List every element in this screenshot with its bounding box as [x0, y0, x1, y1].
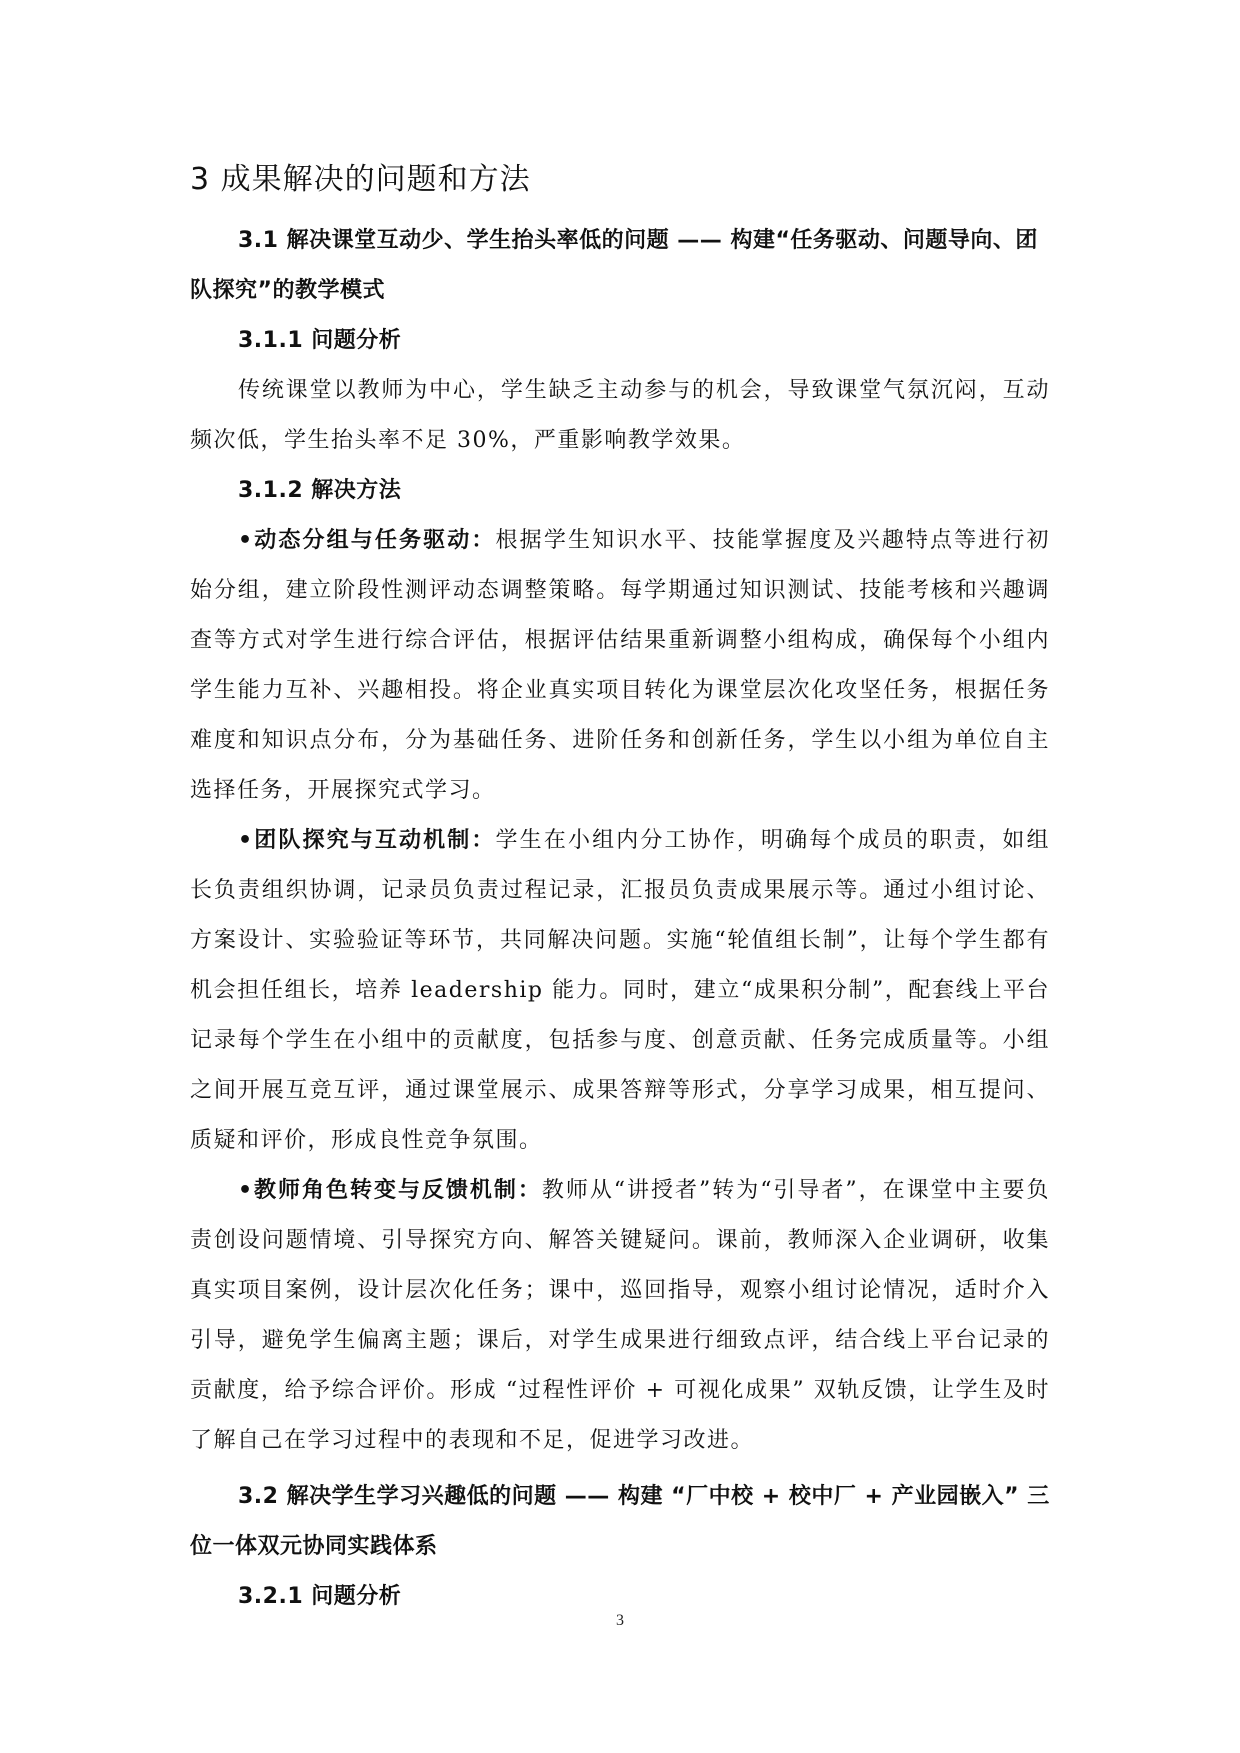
- bullet-lead-team-inquiry: •团队探究与互动机制：: [238, 828, 496, 853]
- paragraph-team-inquiry: [190, 816, 1050, 1166]
- bullet-lead-dynamic-grouping: •动态分组与任务驱动：: [238, 528, 496, 553]
- bullet-text-team-inquiry: 学生在小组内分工协作，明确每个成员的职责，如组长负责组织协调，记录员负责过程记录，汇报员负责成果展示等。通过小组讨论、方案设计、实验验证等环节，共同解决问题。实施“轮值组长制”，让每个学生都有机会担任组长，培养 leadership 能力。同时，建立“成果积分制”，配套线上平台记录每个学生在小组中的贡献度，包括参与度、创意贡献、任务完成质量等。小组之间开展互竞互评，通过课堂展示、成果答辩等形式，分享学习成果，相互提问、质疑和评价，形成良性竞争氛围。: [190, 828, 1050, 1153]
- bullet-text-teacher-role: 教师从“讲授者”转为“引导者”，在课堂中主要负责创设问题情境、引导探究方向、解答关键疑问。课前，教师深入企业调研，收集真实项目案例，设计层次化任务；课中，巡回指导，观察小组讨论情况，适时介入引导，避免学生偏离主题；课后，对学生成果进行细致点评，结合线上平台记录的贡献度，给予综合评价。形成 “过程性评价 + 可视化成果” 双轨反馈，让学生及时了解自己在学习过程中的表现和不足，促进学习改进。: [190, 1178, 1050, 1453]
- section-3-1-title: 3.1 解决课堂互动少、学生抬头率低的问题 —— 构建“任务驱动、问题导向、团队探究”的教学模式: [190, 228, 1038, 303]
- section-3-2-title: 3.2 解决学生学习兴趣低的问题 —— 构建 “厂中校 + 校中厂 + 产业园嵌入” 三位一体双元协同实践体系: [190, 1484, 1050, 1559]
- bullet-lead-teacher-role: •教师角色转变与反馈机制：: [238, 1178, 542, 1203]
- page-number: 3: [616, 1612, 624, 1629]
- paragraph-teacher-role: [190, 1166, 1050, 1466]
- subsection-3-1-1-title: 3.1.1 问题分析: [238, 328, 402, 353]
- subsection-3-1-2-title: 3.1.2 解决方法: [238, 478, 402, 503]
- paragraph-problem-analysis: 传统课堂以教师为中心，学生缺乏主动参与的机会，导致课堂气氛沉闷，互动频次低，学生抬头率不足 30%，严重影响教学效果。: [190, 378, 1050, 453]
- paragraph-dynamic-grouping: [190, 516, 1050, 816]
- chapter-heading: 3 成果解决的问题和方法: [190, 162, 531, 197]
- document-page: [190, 150, 1050, 1622]
- bullet-text-dynamic-grouping: 根据学生知识水平、技能掌握度及兴趣特点等进行初始分组，建立阶段性测评动态调整策略。每学期通过知识测试、技能考核和兴趣调查等方式对学生进行综合评估，根据评估结果重新调整小组构成，确保每个小组内学生能力互补、兴趣相投。将企业真实项目转化为课堂层次化攻坚任务，根据任务难度和知识点分布，分为基础任务、进阶任务和创新任务，学生以小组为单位自主选择任务，开展探究式学习。: [190, 528, 1050, 803]
- subsection-3-2-1-title: 3.2.1 问题分析: [238, 1584, 402, 1609]
